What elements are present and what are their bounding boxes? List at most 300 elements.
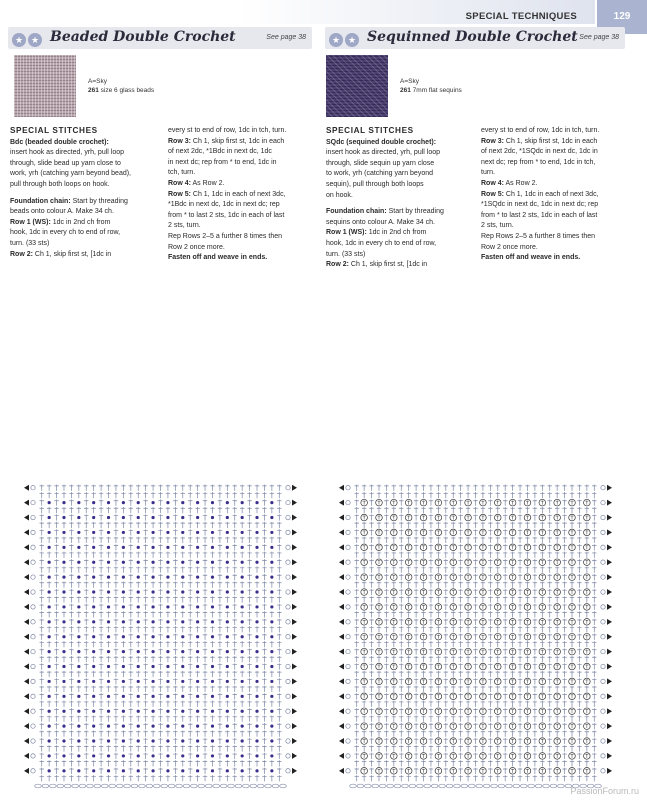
dc-stitch: [203, 701, 207, 707]
dc-stitch: [121, 760, 125, 766]
dc-stitch: [188, 760, 192, 766]
dc-stitch: [114, 678, 118, 684]
stitch-row: [339, 619, 612, 626]
dc-stitch: [533, 663, 537, 669]
dc-stitch: [592, 581, 596, 587]
bead-mark: [107, 531, 110, 534]
dc-stitch: [540, 537, 544, 543]
dc-stitch: [562, 574, 566, 580]
dc-stitch: [533, 730, 537, 736]
dc-stitch: [39, 686, 43, 692]
turning-chain: [601, 515, 605, 519]
chain-stitch: [365, 784, 372, 788]
dc-stitch: [562, 626, 566, 632]
label: Row 1 (WS):: [10, 218, 51, 226]
dc-stitch: [525, 745, 529, 751]
chain-stitch: [394, 784, 401, 788]
dc-stitch: [129, 552, 133, 558]
dc-stitch: [210, 611, 214, 617]
dc-stitch: [188, 641, 192, 647]
dc-stitch: [488, 693, 492, 699]
dc-stitch: [84, 716, 88, 722]
dc-stitch: [399, 507, 403, 513]
dc-stitch: [166, 671, 170, 677]
dc-stitch: [173, 596, 177, 602]
dc-stitch: [99, 611, 103, 617]
dc-stitch: [188, 663, 192, 669]
arrow-right-icon: [339, 515, 344, 521]
dc-stitch: [451, 581, 455, 587]
dc-stitch: [114, 589, 118, 595]
dc-stitch: [54, 738, 58, 744]
dc-stitch: [444, 753, 448, 759]
chain-stitch: [257, 784, 264, 788]
dc-stitch: [158, 753, 162, 759]
text-line: Ch 1, skip first st, 1dc in each: [190, 137, 285, 145]
dc-stitch: [533, 745, 537, 751]
dc-stitch: [151, 730, 155, 736]
bead-mark: [48, 620, 51, 623]
dc-stitch: [203, 723, 207, 729]
bead-mark: [137, 754, 140, 757]
dc-stitch: [458, 626, 462, 632]
dc-stitch: [369, 641, 373, 647]
dc-stitch: [39, 559, 43, 565]
dc-stitch: [451, 485, 455, 491]
dc-stitch: [54, 604, 58, 610]
bead-mark: [255, 531, 258, 534]
chain-stitch: [402, 784, 409, 788]
bead-mark: [122, 501, 125, 504]
dc-stitch: [166, 686, 170, 692]
dc-stitch: [262, 693, 266, 699]
bead-mark: [122, 680, 125, 683]
dc-stitch: [592, 596, 596, 602]
dc-stitch: [369, 567, 373, 573]
foundation-chain: [35, 784, 287, 788]
dc-stitch: [129, 686, 133, 692]
dc-stitch: [188, 611, 192, 617]
dc-stitch: [518, 775, 522, 781]
dc-stitch: [533, 537, 537, 543]
dc-stitch: [562, 730, 566, 736]
dc-stitch: [444, 552, 448, 558]
dc-stitch: [384, 589, 388, 595]
dc-stitch: [91, 671, 95, 677]
dc-stitch: [114, 641, 118, 647]
dc-stitch: [106, 775, 110, 781]
stitch-row: [339, 678, 612, 685]
text-line: Ch 1, skip first st, [1dc in: [348, 261, 428, 269]
dc-stitch: [451, 686, 455, 692]
bead-mark: [107, 620, 110, 623]
dc-stitch: [429, 671, 433, 677]
arrow-right-icon: [339, 768, 344, 774]
dc-stitch: [518, 723, 522, 729]
dc-stitch: [533, 678, 537, 684]
dc-stitch: [54, 507, 58, 513]
dc-stitch: [540, 567, 544, 573]
dc-stitch: [233, 604, 237, 610]
row-1: [10, 218, 158, 229]
dc-stitch: [158, 768, 162, 774]
arrow-left-icon: [292, 515, 297, 521]
dc-stitch: [585, 537, 589, 543]
chain-stitch: [506, 784, 513, 788]
dc-stitch: [262, 656, 266, 662]
dc-stitch: [262, 775, 266, 781]
bead-mark: [181, 501, 184, 504]
dc-stitch: [548, 514, 552, 520]
dc-stitch: [399, 529, 403, 535]
dc-stitch: [114, 485, 118, 491]
dc-stitch: [262, 678, 266, 684]
dc-stitch: [173, 775, 177, 781]
dc-stitch: [592, 634, 596, 640]
bead-mark: [255, 769, 258, 772]
dc-stitch: [262, 485, 266, 491]
dc-stitch: [91, 522, 95, 528]
text-line: of next 2dc, *1Bdc in next dc, 1dc: [168, 148, 272, 156]
dc-stitch: [47, 701, 51, 707]
dc-stitch: [429, 514, 433, 520]
yarn-code: A: [88, 78, 93, 85]
dc-stitch: [277, 656, 281, 662]
dc-stitch: [39, 604, 43, 610]
chain-stitch: [483, 784, 490, 788]
stitch-row: [354, 626, 596, 632]
bead-mark: [241, 635, 244, 638]
dc-stitch: [481, 611, 485, 617]
dc-stitch: [436, 626, 440, 632]
bead-mark: [77, 501, 80, 504]
dc-stitch: [173, 499, 177, 505]
dc-stitch: [195, 507, 199, 513]
dc-stitch: [188, 686, 192, 692]
dc-stitch: [548, 760, 552, 766]
dc-stitch: [562, 663, 566, 669]
dc-stitch: [451, 507, 455, 513]
bead-mark: [48, 739, 51, 742]
dc-stitch: [525, 760, 529, 766]
dc-stitch: [525, 611, 529, 617]
turning-chain: [286, 635, 290, 639]
dc-stitch: [255, 485, 259, 491]
dc-stitch: [369, 738, 373, 744]
dc-stitch: [210, 492, 214, 498]
bead-mark: [62, 620, 65, 623]
dc-stitch: [255, 492, 259, 498]
dc-stitch: [473, 730, 477, 736]
dc-stitch: [466, 701, 470, 707]
dc-stitch: [247, 738, 251, 744]
dc-stitch: [262, 559, 266, 565]
bead-mark: [122, 531, 125, 534]
turning-chain: [346, 575, 350, 579]
dc-stitch: [518, 537, 522, 543]
bead-mark: [270, 710, 273, 713]
dc-stitch: [488, 663, 492, 669]
dc-stitch: [69, 656, 73, 662]
dc-stitch: [540, 596, 544, 602]
dc-stitch: [91, 760, 95, 766]
dc-stitch: [429, 678, 433, 684]
dc-stitch: [203, 589, 207, 595]
bead-mark: [226, 695, 229, 698]
dc-stitch: [406, 626, 410, 632]
dc-stitch: [503, 656, 507, 662]
dc-stitch: [406, 507, 410, 513]
dc-stitch: [255, 581, 259, 587]
dc-stitch: [143, 753, 147, 759]
dc-stitch: [436, 596, 440, 602]
dc-stitch: [99, 567, 103, 573]
dc-stitch: [270, 507, 274, 513]
dc-stitch: [91, 492, 95, 498]
arrow-left-icon: [607, 529, 612, 535]
dc-stitch: [392, 611, 396, 617]
dc-stitch: [570, 626, 574, 632]
bead-mark: [241, 725, 244, 728]
dc-stitch: [369, 619, 373, 625]
label: Row 4:: [481, 179, 504, 187]
dc-stitch: [121, 656, 125, 662]
dc-stitch: [562, 760, 566, 766]
dc-stitch: [518, 686, 522, 692]
dc-stitch: [91, 611, 95, 617]
dc-stitch: [354, 499, 358, 505]
turning-chain: [31, 545, 35, 549]
dc-stitch: [369, 716, 373, 722]
dc-stitch: [195, 656, 199, 662]
dc-stitch: [451, 611, 455, 617]
dc-stitch: [188, 626, 192, 632]
dc-stitch: [203, 753, 207, 759]
dc-stitch: [488, 611, 492, 617]
dc-stitch: [548, 678, 552, 684]
dc-stitch: [62, 716, 66, 722]
dc-stitch: [384, 753, 388, 759]
dc-stitch: [62, 522, 66, 528]
dc-stitch: [233, 716, 237, 722]
dc-stitch: [406, 485, 410, 491]
sequinned-chart: [333, 478, 618, 796]
dc-stitch: [444, 507, 448, 513]
dc-stitch: [481, 581, 485, 587]
dc-stitch: [488, 507, 492, 513]
turning-chain: [601, 739, 605, 743]
dc-stitch: [255, 671, 259, 677]
dc-stitch: [121, 581, 125, 587]
dc-stitch: [99, 723, 103, 729]
dc-stitch: [255, 656, 259, 662]
dc-stitch: [47, 596, 51, 602]
dc-stitch: [247, 514, 251, 520]
star-icon: ★: [329, 33, 343, 47]
dc-stitch: [548, 716, 552, 722]
dc-stitch: [414, 775, 418, 781]
dc-stitch: [158, 686, 162, 692]
dc-stitch: [518, 619, 522, 625]
dc-stitch: [255, 522, 259, 528]
dc-stitch: [143, 723, 147, 729]
stitch-row: [339, 738, 612, 745]
dc-stitch: [399, 522, 403, 528]
dc-stitch: [503, 559, 507, 565]
bead-mark: [181, 650, 184, 653]
dc-stitch: [585, 626, 589, 632]
dc-stitch: [392, 596, 396, 602]
dc-stitch: [277, 596, 281, 602]
bead-mark: [137, 561, 140, 564]
dc-stitch: [540, 552, 544, 558]
text-line: Ch 1, 1dc in each of next 3dc,: [503, 190, 599, 198]
dc-stitch: [503, 552, 507, 558]
dc-stitch: [473, 522, 477, 528]
dc-stitch: [577, 574, 581, 580]
dc-stitch: [377, 611, 381, 617]
dc-stitch: [166, 581, 170, 587]
dc-stitch: [540, 716, 544, 722]
bead-mark: [226, 590, 229, 593]
arrow-left-icon: [607, 768, 612, 774]
dc-stitch: [354, 611, 358, 617]
dc-stitch: [525, 492, 529, 498]
dc-stitch: [362, 552, 366, 558]
dc-stitch: [384, 485, 388, 491]
bead-mark: [151, 531, 154, 534]
dc-stitch: [203, 775, 207, 781]
dc-stitch: [181, 745, 185, 751]
dc-stitch: [577, 514, 581, 520]
dc-stitch: [369, 768, 373, 774]
bead-mark: [241, 695, 244, 698]
dc-stitch: [399, 693, 403, 699]
dc-stitch: [262, 745, 266, 751]
arrow-left-icon: [292, 619, 297, 625]
dc-stitch: [384, 678, 388, 684]
dc-stitch: [592, 567, 596, 573]
turning-chain: [601, 679, 605, 683]
dc-stitch: [577, 671, 581, 677]
dc-stitch: [429, 492, 433, 498]
dc-stitch: [233, 730, 237, 736]
dc-stitch: [399, 559, 403, 565]
dc-stitch: [577, 596, 581, 602]
stitch-row: [39, 775, 281, 781]
dc-stitch: [540, 730, 544, 736]
arrow-left-icon: [292, 768, 297, 774]
bead-mark: [122, 576, 125, 579]
dc-stitch: [39, 619, 43, 625]
bead-mark: [137, 620, 140, 623]
dc-stitch: [143, 567, 147, 573]
dc-stitch: [369, 544, 373, 550]
stitch-row: [24, 723, 297, 729]
dc-stitch: [518, 634, 522, 640]
turning-chain: [286, 500, 290, 504]
dc-stitch: [540, 485, 544, 491]
arrow-right-icon: [24, 589, 29, 595]
dc-stitch: [129, 499, 133, 505]
dc-stitch: [436, 522, 440, 528]
dc-stitch: [158, 529, 162, 535]
dc-stitch: [77, 745, 81, 751]
dc-stitch: [106, 485, 110, 491]
arrow-right-icon: [339, 485, 344, 491]
bead-mark: [77, 695, 80, 698]
dc-stitch: [77, 485, 81, 491]
dc-stitch: [429, 544, 433, 550]
dc-stitch: [585, 775, 589, 781]
dc-stitch: [533, 492, 537, 498]
turning-chain: [286, 605, 290, 609]
dc-stitch: [458, 775, 462, 781]
dc-stitch: [195, 485, 199, 491]
bead-mark: [241, 650, 244, 653]
label: Row 3:: [481, 137, 504, 145]
bead-mark: [166, 620, 169, 623]
chain-stitch: [57, 784, 64, 788]
arrow-right-icon: [339, 529, 344, 535]
turning-chain: [601, 754, 605, 758]
bead-mark: [48, 665, 51, 668]
dc-stitch: [173, 604, 177, 610]
dc-stitch: [47, 485, 51, 491]
dc-stitch: [533, 529, 537, 535]
bead-mark: [211, 561, 214, 564]
dc-stitch: [436, 716, 440, 722]
dc-stitch: [99, 641, 103, 647]
dc-stitch: [188, 514, 192, 520]
row-4: [481, 179, 631, 190]
dc-stitch: [247, 656, 251, 662]
bead-mark: [62, 710, 65, 713]
bead-mark: [122, 769, 125, 772]
dc-stitch: [218, 626, 222, 632]
arrow-right-icon: [339, 544, 344, 550]
right-instructions-col2: [481, 126, 631, 264]
dc-stitch: [377, 656, 381, 662]
bead-mark: [48, 576, 51, 579]
dc-stitch: [585, 656, 589, 662]
dc-stitch: [158, 745, 162, 751]
bead-mark: [241, 531, 244, 534]
dc-stitch: [225, 567, 229, 573]
dc-stitch: [548, 648, 552, 654]
bead-mark: [196, 725, 199, 728]
dc-stitch: [166, 641, 170, 647]
dc-stitch: [255, 552, 259, 558]
dc-stitch: [129, 745, 133, 751]
dc-stitch: [466, 581, 470, 587]
stitch-row: [354, 596, 596, 602]
dc-stitch: [262, 648, 266, 654]
arrow-left-icon: [607, 634, 612, 640]
dc-stitch: [525, 641, 529, 647]
dc-stitch: [458, 529, 462, 535]
dc-stitch: [548, 663, 552, 669]
dc-stitch: [533, 567, 537, 573]
dc-stitch: [277, 604, 281, 610]
dc-stitch: [399, 514, 403, 520]
dc-stitch: [262, 663, 266, 669]
turning-chain: [346, 694, 350, 698]
dc-stitch: [384, 537, 388, 543]
bead-mark: [166, 531, 169, 534]
dc-stitch: [99, 492, 103, 498]
dc-stitch: [540, 522, 544, 528]
